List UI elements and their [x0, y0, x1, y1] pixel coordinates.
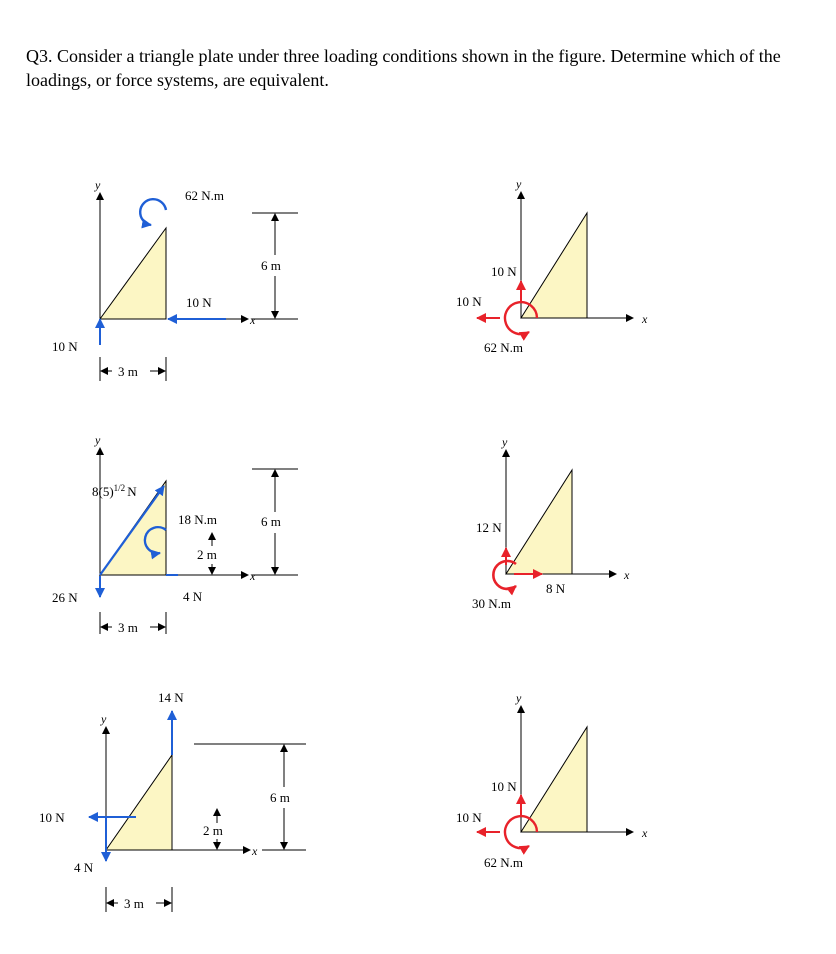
triangle-plate — [100, 228, 166, 319]
moment-label: 62 N.m — [484, 855, 523, 870]
y-axis-label: y — [516, 177, 522, 191]
x-axis-label: x — [250, 313, 256, 327]
height-label: 6 m — [270, 790, 290, 805]
x-axis-label: x — [252, 844, 258, 858]
moment-label: 30 N.m — [472, 596, 511, 611]
horizontal-force-label: 10 N — [39, 810, 65, 825]
y-axis-label: y — [516, 691, 522, 705]
left-panel-3 — [39, 690, 306, 912]
base-label: 3 m — [124, 896, 144, 911]
y-axis-label: y — [101, 712, 107, 726]
height-label: 6 m — [261, 514, 281, 529]
triangle-plate — [106, 755, 172, 850]
horizontal-force-label: 10 N — [456, 810, 482, 825]
right-panel-1 — [456, 177, 648, 355]
horizontal-force-label: 8 N — [546, 581, 566, 596]
vertical-force-label: 4 N — [74, 860, 94, 875]
inclined-force-label: $8(5)^{1/2}$ N — [92, 483, 137, 499]
y-axis-label: y — [95, 178, 101, 192]
top-force-label: 14 N — [158, 690, 184, 705]
base-label: 3 m — [118, 364, 138, 379]
vertical-force-label: 10 N — [491, 264, 517, 279]
question-number: Q3. — [26, 46, 53, 66]
left-panel-2 — [52, 433, 298, 635]
x-axis-label: x — [642, 826, 648, 840]
offset-label: 2 m — [203, 823, 223, 838]
x-axis-label: x — [250, 569, 256, 583]
question-body: Consider a triangle plate under three loading conditions shown in the figure. Determine which of the loadings, or force systems, are equivalent. — [26, 46, 781, 90]
vertical-force-label: 12 N — [476, 520, 502, 535]
triangle-plate — [521, 213, 587, 318]
moment-label: 62 N.m — [484, 340, 523, 355]
y-axis-label: y — [95, 433, 101, 447]
right-panel-3 — [456, 691, 648, 870]
moment-label: 62 N.m — [185, 188, 224, 203]
vertical-force-label: 10 N — [491, 779, 517, 794]
vertical-force-label: 10 N — [52, 339, 78, 354]
x-axis-label: x — [642, 312, 648, 326]
horizontal-force-label: 10 N — [456, 294, 482, 309]
offset-label: 2 m — [197, 547, 217, 562]
moment-label: 18 N.m — [178, 512, 217, 527]
horizontal-force-label: 4 N — [183, 589, 203, 604]
height-label: 6 m — [261, 258, 281, 273]
vertical-force-label: 26 N — [52, 590, 78, 605]
base-label: 3 m — [118, 620, 138, 635]
right-panel-2 — [472, 435, 630, 611]
moment-arc — [140, 199, 166, 225]
x-axis-label: x — [624, 568, 630, 582]
triangle-plate — [521, 727, 587, 832]
triangle-plate — [506, 470, 572, 574]
y-axis-label: y — [502, 435, 508, 449]
horizontal-force-label: 10 N — [186, 295, 212, 310]
left-panel-1 — [52, 178, 298, 381]
